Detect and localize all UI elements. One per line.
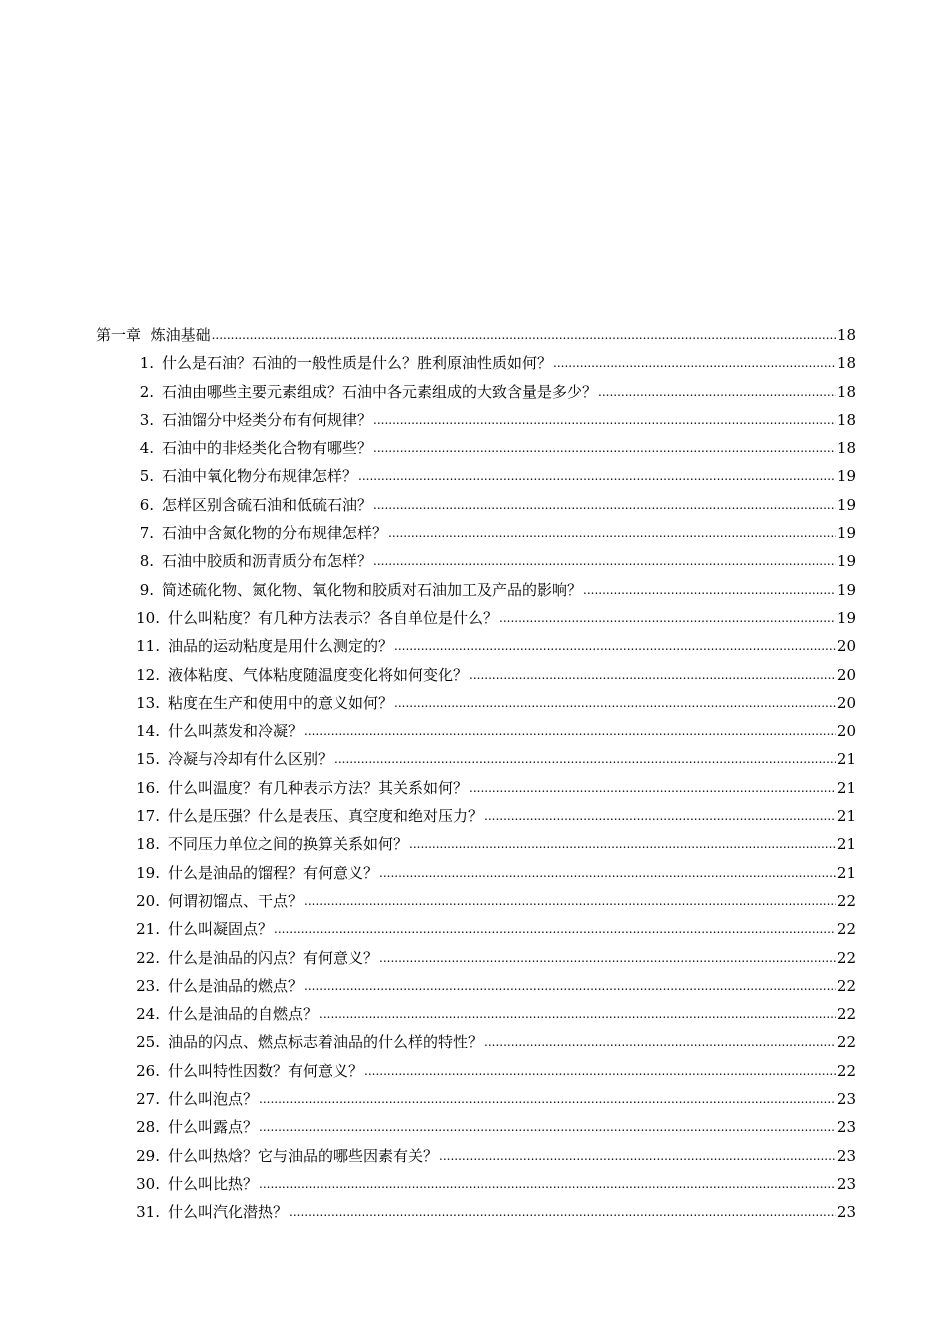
chapter-title: 炼油基础: [150, 326, 211, 344]
entry-number: 16.: [136, 778, 160, 797]
dot-leader: [373, 405, 836, 434]
dot-leader: [469, 773, 836, 802]
toc-entry-list: [96, 349, 856, 1226]
entry-number: 25.: [136, 1033, 160, 1052]
entry-title: 什么是油品的馏程？有何意义？: [168, 863, 379, 882]
toc-entry[interactable]: [96, 972, 856, 1000]
dot-leader: [379, 943, 836, 972]
toc-entry[interactable]: [96, 1170, 856, 1198]
toc-entry[interactable]: [96, 830, 856, 858]
entry-number: 12.: [136, 665, 160, 684]
toc-entry[interactable]: [96, 1085, 856, 1113]
toc-entry[interactable]: [96, 661, 856, 689]
entry-number: 5.: [139, 467, 154, 486]
dot-leader: [259, 1169, 836, 1198]
entry-title: 什么叫泡点？: [168, 1090, 259, 1109]
dot-leader: [553, 348, 836, 377]
entry-title: 什么叫比热？: [168, 1174, 259, 1193]
page-number: 23: [836, 1146, 856, 1165]
entry-title: 石油中氧化物分布规律怎样？: [162, 467, 358, 486]
table-of-contents: [96, 321, 856, 1227]
dot-leader: [394, 631, 836, 660]
entry-number: 30.: [136, 1174, 160, 1193]
page-number: 18: [836, 439, 856, 458]
entry-number: 22.: [136, 948, 160, 967]
entry-number: 15.: [136, 750, 160, 769]
toc-entry[interactable]: [96, 1198, 856, 1226]
dot-leader: [379, 858, 836, 887]
toc-entry[interactable]: [96, 576, 856, 604]
toc-entry[interactable]: [96, 434, 856, 462]
page-number: 18: [836, 354, 856, 373]
entry-title: 何谓初馏点、干点？: [168, 891, 304, 910]
page-number: 19: [836, 467, 856, 486]
entry-title: 什么叫特性因数？有何意义？: [168, 1061, 364, 1080]
page-number: 21: [836, 835, 856, 854]
dot-leader: [394, 688, 836, 717]
toc-entry[interactable]: [96, 915, 856, 943]
toc-entry[interactable]: [96, 717, 856, 745]
dot-leader: [319, 999, 836, 1028]
page-number: 19: [836, 552, 856, 571]
toc-entry[interactable]: [96, 406, 856, 434]
entry-title: 什么叫粘度？有几种方法表示？各自单位是什么？: [168, 608, 499, 627]
entry-number: 23.: [136, 976, 160, 995]
page-number: 20: [836, 637, 856, 656]
page-number: 22: [836, 976, 856, 995]
toc-entry[interactable]: [96, 944, 856, 972]
page-number: 21: [836, 778, 856, 797]
dot-leader: [304, 971, 836, 1000]
toc-entry[interactable]: [96, 378, 856, 406]
page-number: 23: [836, 1118, 856, 1137]
page-number: 20: [836, 722, 856, 741]
entry-number: 9.: [139, 580, 154, 599]
entry-number: 26.: [136, 1061, 160, 1080]
entry-title: 液体粘度、气体粘度随温度变化将如何变化？: [168, 665, 469, 684]
entry-number: 7.: [139, 524, 154, 543]
dot-leader: [358, 461, 836, 490]
entry-title: 油品的运动粘度是用什么测定的？: [168, 637, 394, 656]
toc-entry[interactable]: [96, 519, 856, 547]
page-number: 22: [836, 948, 856, 967]
entry-number: 19.: [136, 863, 160, 882]
dot-leader: [469, 660, 836, 689]
entry-number: 13.: [136, 693, 160, 712]
page-number: 22: [836, 1061, 856, 1080]
dot-leader: [484, 1027, 836, 1056]
page-number: 22: [836, 891, 856, 910]
entry-title: 石油中的非烃类化合物有哪些？: [162, 439, 373, 458]
entry-title: 不同压力单位之间的换算关系如何？: [168, 835, 409, 854]
dot-leader: [499, 603, 836, 632]
page-number: 19: [836, 580, 856, 599]
entry-number: 10.: [136, 608, 160, 627]
page-number: 22: [836, 920, 856, 939]
entry-number: 14.: [136, 722, 160, 741]
page-number: 18: [836, 382, 856, 401]
entry-title: 什么叫蒸发和冷凝？: [168, 722, 304, 741]
entry-title: 什么叫汽化潜热？: [168, 1203, 289, 1222]
entry-title: 石油馏分中烃类分布有何规律？: [162, 410, 373, 429]
toc-entry[interactable]: [96, 547, 856, 575]
entry-title: 什么叫热焓？它与油品的哪些因素有关？: [168, 1146, 439, 1165]
entry-number: 6.: [139, 495, 154, 514]
page-number: 23: [836, 1174, 856, 1193]
toc-entry[interactable]: [96, 1057, 856, 1085]
page-number: 19: [836, 495, 856, 514]
dot-leader: [274, 914, 836, 943]
dot-leader: [484, 801, 836, 830]
dot-leader: [289, 1197, 836, 1226]
toc-entry[interactable]: [96, 887, 856, 915]
toc-entry[interactable]: [96, 859, 856, 887]
page-number: 23: [836, 1090, 856, 1109]
entry-number: 21.: [136, 920, 160, 939]
entry-number: 29.: [136, 1146, 160, 1165]
page-number: 19: [836, 608, 856, 627]
dot-leader: [304, 886, 836, 915]
entry-title: 石油由哪些主要元素组成？石油中各元素组成的大致含量是多少？: [162, 382, 598, 401]
toc-chapter-row[interactable]: [96, 321, 856, 349]
entry-number: 3.: [139, 410, 154, 429]
dot-leader: [212, 320, 836, 349]
entry-number: 27.: [136, 1090, 160, 1109]
dot-leader: [373, 490, 836, 519]
entry-number: 1.: [139, 354, 154, 373]
page-number: 23: [836, 1203, 856, 1222]
toc-entry[interactable]: [96, 1113, 856, 1141]
entry-number: 31.: [136, 1203, 160, 1222]
toc-entry[interactable]: [96, 1000, 856, 1028]
entry-number: 17.: [136, 807, 160, 826]
dot-leader: [409, 829, 836, 858]
page-number: 21: [836, 863, 856, 882]
dot-leader: [334, 744, 836, 773]
dot-leader: [583, 575, 836, 604]
dot-leader: [598, 377, 836, 406]
toc-entry[interactable]: [96, 462, 856, 490]
entry-number: 8.: [139, 552, 154, 571]
entry-title: 什么叫露点？: [168, 1118, 259, 1137]
entry-number: 20.: [136, 891, 160, 910]
entry-title: 简述硫化物、氮化物、氧化物和胶质对石油加工及产品的影响？: [162, 580, 583, 599]
toc-entry[interactable]: [96, 604, 856, 632]
dot-leader: [304, 716, 836, 745]
page-number: 18: [836, 326, 856, 344]
entry-title: 什么是压强？什么是表压、真空度和绝对压力？: [168, 807, 484, 826]
toc-entry[interactable]: [96, 349, 856, 377]
entry-title: 什么是油品的自燃点？: [168, 1005, 319, 1024]
chapter-label: 第一章: [96, 326, 142, 344]
dot-leader: [364, 1056, 836, 1085]
entry-title: 石油中胶质和沥青质分布怎样？: [162, 552, 373, 571]
page-number: 20: [836, 665, 856, 684]
entry-number: 11.: [136, 637, 160, 656]
page-number: 22: [836, 1005, 856, 1024]
entry-title: 冷凝与冷却有什么区别？: [168, 750, 334, 769]
page-number: 18: [836, 410, 856, 429]
toc-entry[interactable]: [96, 774, 856, 802]
dot-leader: [388, 518, 836, 547]
dot-leader: [439, 1141, 836, 1170]
entry-title: 怎样区别含硫石油和低硫石油？: [162, 495, 373, 514]
toc-entry[interactable]: [96, 745, 856, 773]
dot-leader: [373, 546, 836, 575]
entry-title: 什么叫温度？有几种表示方法？其关系如何？: [168, 778, 469, 797]
entry-title: 什么是油品的燃点？: [168, 976, 304, 995]
toc-entry[interactable]: [96, 491, 856, 519]
dot-leader: [259, 1084, 836, 1113]
page-number: 20: [836, 693, 856, 712]
entry-number: 28.: [136, 1118, 160, 1137]
entry-title: 什么叫凝固点？: [168, 920, 274, 939]
dot-leader: [373, 433, 836, 462]
toc-entry[interactable]: [96, 802, 856, 830]
toc-entry[interactable]: [96, 689, 856, 717]
entry-number: 2.: [139, 382, 154, 401]
dot-leader: [259, 1112, 836, 1141]
entry-title: 石油中含氮化物的分布规律怎样？: [162, 524, 388, 543]
chapter-heading: [96, 321, 211, 349]
page-number: 21: [836, 807, 856, 826]
entry-number: 24.: [136, 1005, 160, 1024]
page-number: 22: [836, 1033, 856, 1052]
entry-title: 什么是油品的闪点？有何意义？: [168, 948, 379, 967]
toc-entry[interactable]: [96, 1028, 856, 1056]
entry-number: 18.: [136, 835, 160, 854]
entry-title: 油品的闪点、燃点标志着油品的什么样的特性？: [168, 1033, 484, 1052]
entry-title: 粘度在生产和使用中的意义如何？: [168, 693, 394, 712]
entry-title: 什么是石油？石油的一般性质是什么？胜利原油性质如何？: [162, 354, 553, 373]
entry-number: 4.: [139, 439, 154, 458]
page-number: 21: [836, 750, 856, 769]
toc-entry[interactable]: [96, 632, 856, 660]
page-number: 19: [836, 524, 856, 543]
toc-entry[interactable]: [96, 1142, 856, 1170]
